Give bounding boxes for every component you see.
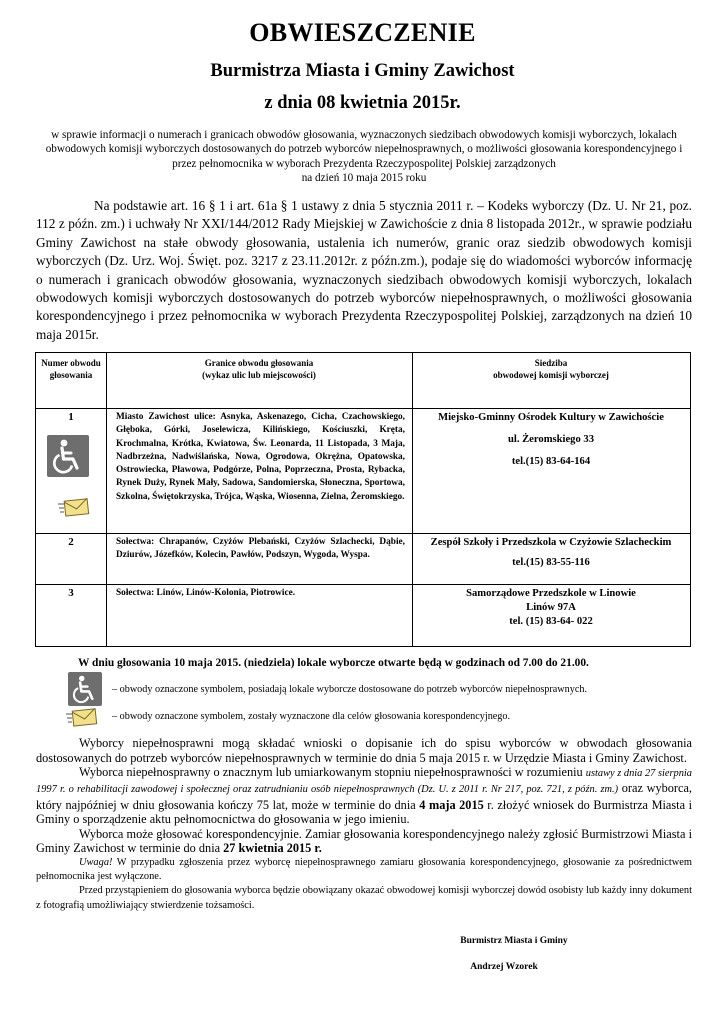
paragraph-id-requirement: Przed przystąpieniem do głosowania wyborca będzie obowiązany okazać obwodowej komisji wyborczej dowód osobisty lub każdy inny dokument z fotografią umożliwiający stwierdzenie tożsamości. [36, 885, 692, 911]
intro-text: w sprawie informacji o numerach i granicach obwodów głosowania, wyznaczonych siedzibach obwodowych komisji wyborczych, lokalach obwodowych komisji wyborczych dostosowanych do potrzeb wyborców niepełnosprawnych, o możliwości głosowania korespondencyjnego i przez pełnomocnika w wyborach Prezydenta Rzeczypospolitej Polskiej zarządzonych [45, 129, 683, 170]
page-title: OBWIESZCZENIE [249, 18, 476, 47]
table-divider [36, 408, 690, 409]
paragraph-correspondence: Wyborca może głosować korespondencyjnie. Zamiar głosowania korespondencyjnego należy zgłosić Burmistrzowi Miasta i Gminy Zawichost w terminie do dnia [36, 826, 692, 856]
paragraph-disabled-voters: Wyborcy niepełnosprawni mogą składać wnioski o dopisanie ich do spisu wyborców w obwodach głosowania dostosowanych do potrzeb wyborców niepełnosprawnych w terminie do dnia 5 maja 2015 r. w Urzędzie Miasta i Gminy Zawichost. [36, 736, 692, 765]
issue-date: z dnia 08 kwietnia 2015r. [264, 93, 461, 113]
paragraph-proxy-law: ustawy z dnia 27 sierpnia 1997 r. o rehabilitacji zawodowej i społecznej oraz zatrudnianiu osób niepełnosprawnych (Dz. U. z 2011 r. Nr 217, poz. 721, z późn. zm.) [36, 768, 692, 796]
paragraph [36, 884, 692, 912]
seat-name: Zespół Szkoły i Przedszkola w Czyżowie Szlacheckim [430, 537, 672, 548]
paragraph-proxy-deadline: 4 maja 2015 [419, 797, 484, 812]
seat-address: ul. Żeromskiego 33 [507, 434, 595, 445]
district-number: 1 [68, 411, 74, 423]
paragraph-proxy-a: Wyborca niepełnosprawny o znacznym lub umiarkowanym stopniu niepełnosprawności w rozumieniu [79, 765, 586, 780]
paragraph [36, 827, 692, 856]
paragraph [36, 856, 692, 884]
district-number: 3 [68, 587, 74, 599]
voting-hours: W dniu głosowania 10 maja 2015. (niedziela) lokale wyborcze otwarte będą w godzinach od 7.00 do 21.00. [78, 657, 589, 669]
table-divider [106, 353, 107, 646]
header-number [36, 357, 106, 381]
district-number: 2 [68, 536, 74, 548]
issuer-subtitle: Burmistrza Miasta i Gminy Zawichost [210, 61, 515, 81]
legal-basis [36, 197, 692, 344]
seat-phone: tel.(15) 83-64-164 [511, 456, 591, 467]
header-number-line1: Numer obwodu [41, 358, 101, 368]
district-seat [412, 411, 690, 469]
seat-name: Miejsko-Gminny Ośrodek Kultury w Zawichoście [438, 412, 664, 423]
districts-table [35, 352, 691, 647]
intro-date: na dzień 10 maja 2015 roku [301, 172, 427, 185]
legal-basis-text: Na podstawie art. 16 § 1 i art. 61a § 1 ustawy z dnia 5 stycznia 2011 r. – Kodeks wyborczy (Dz. U. Nr 21, poz. 112 z późn. zm.) i uchwały Nr XXI/144/2012 Rady Miejskiej w Zawichoście z dnia 8 listopada 2012r., w sprawie podziału Gminy Zawichost na stałe obwody głosowania, ustalenia ich numerów, granic oraz siedzib obwodowych komisji wyborczych (Dz. Urz. Woj. Święt. poz. 3217 z 23.11.2012r. z późn.zm.), podaje się do wiadomości wyborców informację o numerach i granicach obwodów głosowania, wyznaczonych siedzibach obwodowych komisji wyborczych, lokalach obwodowych komisji wyborczych dostosowanych do potrzeb wyborców niepełnosprawnych, o możliwości głosowania korespondencyjnego i przez pełnomocnika w wyborach Prezydenta Rzeczypospolitej Polskiej, zarządzonych na dzień 10 maja 2015r. [36, 198, 692, 342]
envelope-icon [58, 498, 90, 523]
header-boundaries-line2: (wykaz ulic lub miejscowości) [202, 370, 316, 380]
header-seat-line2: obwodowej komisji wyborczej [493, 370, 609, 380]
header-boundaries-line1: Granice obwodu głosowania [204, 358, 314, 368]
paragraph [36, 736, 692, 765]
header-seat [412, 357, 690, 381]
paragraph-proxy-c: r. złożyć wniosek do Burmistrza Miasta i Gminy o sporządzenie aktu pełnomocnictwa do głosowania w jego imieniu. [36, 797, 693, 827]
intro-block [36, 128, 692, 186]
wheelchair-icon [68, 672, 102, 706]
wheelchair-icon [47, 435, 89, 477]
paragraph-proxy-b: oraz wyborca, który najpóźniej w dniu głosowania kończy 75 lat, może w terminie do dnia [36, 781, 692, 812]
header-number-line2: głosowania [49, 370, 93, 380]
table-divider [36, 584, 690, 585]
table-divider [36, 533, 690, 534]
seat-phone: tel.(15) 83-55-116 [512, 557, 590, 568]
paragraph [36, 765, 692, 827]
header-boundaries [106, 357, 412, 381]
legend-correspondence: – obwody oznaczone symbolem, zostały wyznaczone dla celów głosowania korespondencyjnego. [112, 711, 511, 722]
district-boundaries: Miasto Zawichost ulice: Asnyka, Askenazego, Cicha, Czachowskiego, Głęboka, Górki, Joselewicza, Kilińskiego, Kościuszki, Kręta, Krochmalna, Krótka, Kwiatowa, Św. Leonarda, 11 Listopada, 3 Maja, Nadbrzeżna, Nadwiślańska, Nowa, Ogrodowa, Okrężna, Opatowska, Ostrowiecka, Pławowa, Podgórze, Polna, Poprzeczna, Prosta, Rybacka, Rynek Duży, Rynek Mały, Sadowa, Sandomierska, Słoneczna, Sportowa, Szkolna, Świętokrzyska, Trójca, Wąska, Wiosenna, Zielna, Żeromskiego. [116, 412, 405, 502]
header-seat-line1: Siedziba [534, 358, 568, 368]
seat-phone: tel. (15) 83-64- 022 [509, 616, 593, 627]
paragraph-warning: W przypadku zgłoszenia przez wyborcę niepełnosprawnego zamiaru głosowania korespondencyjnego, głosowanie za pośrednictwem pełnomocnika jest wyłączone. [36, 856, 692, 883]
district-boundaries: Sołectwa: Chrapanów, Czyżów Plebański, Czyżów Szlachecki, Dąbie, Dziurów, Józefków, Kolecin, Pawłów, Podszyn, Wygoda, Wyspa. [116, 537, 405, 561]
district-boundaries: Sołectwa: Linów, Linów-Kolonia, Piotrowice. [116, 588, 296, 598]
district-seat [412, 587, 690, 629]
paragraph-correspondence-deadline: 27 kwietnia 2015 r. [223, 841, 322, 856]
envelope-icon [66, 708, 98, 733]
seat-address: Linów 97A [526, 602, 576, 613]
signature-role: Burmistrz Miasta i Gminy [460, 936, 568, 946]
district-seat [412, 536, 690, 570]
info-paragraphs [36, 736, 692, 913]
paragraph-warning-label: Uwaga! [79, 856, 113, 868]
legend-accessible: – obwody oznaczone symbolem, posiadają lokale wyborcze dostosowane do potrzeb wyborców niepełnosprawnych. [112, 684, 587, 695]
signature-name: Andrzej Wzorek [470, 962, 538, 972]
seat-name: Samorządowe Przedszkole w Linowie [466, 588, 636, 599]
